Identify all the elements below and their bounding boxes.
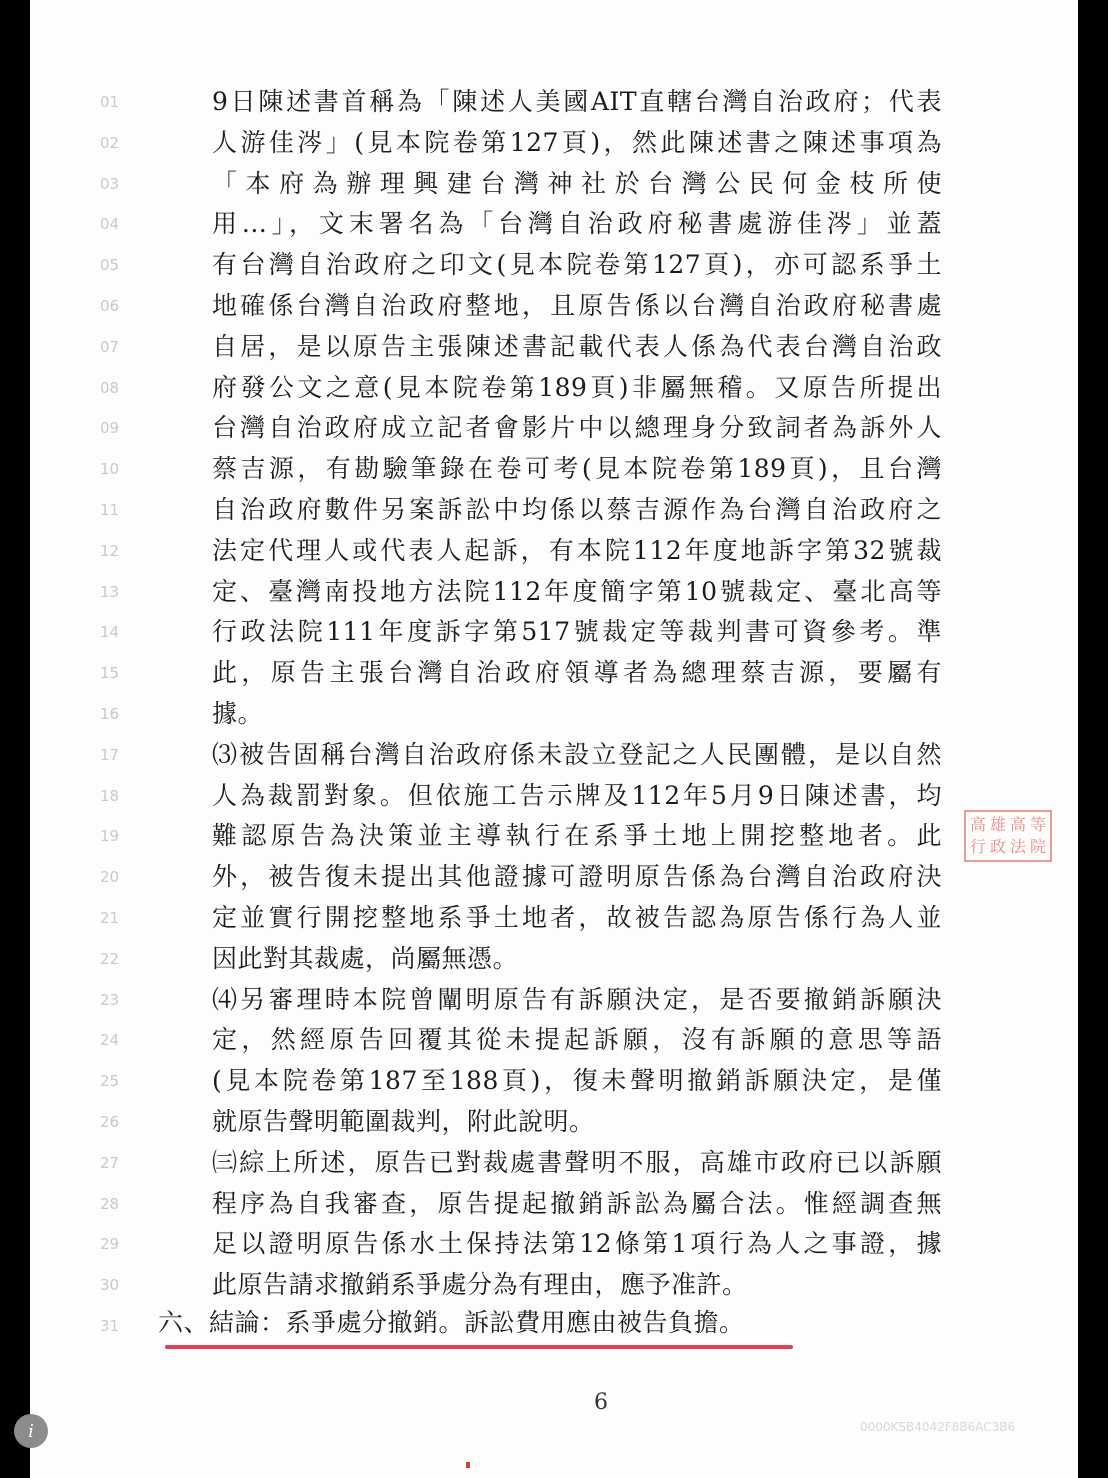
body-line: 自居，是以原告主張陳述書記載代表人係為代表台灣自治政: [212, 331, 942, 361]
page-number: 6: [594, 1390, 608, 1415]
line-number: 01: [100, 93, 120, 111]
body-line: 用...」，文末署名為「台灣自治政府秘書處游佳涔」並蓋: [212, 209, 942, 239]
line-number: 22: [100, 949, 120, 968]
body-line: 「本府為辦理興建台灣神社於台灣公民何金枝所使: [212, 168, 942, 198]
line-number: 15: [100, 664, 120, 683]
line-number: 02: [100, 133, 120, 152]
body-line: 難認原告為決策並主導執行在系爭土地上開挖整地者。此: [212, 821, 942, 851]
line-number: 05: [100, 256, 120, 275]
seal-character: 法: [1009, 837, 1026, 856]
seal-character: 等: [1029, 815, 1046, 834]
line-number: 30: [100, 1276, 120, 1295]
seal-character: 高: [1009, 815, 1026, 834]
body-line: 外，被告復未提出其他證據可證明原告係為台灣自治政府決: [212, 862, 942, 892]
line-number: 24: [100, 1031, 120, 1050]
body-line: 有台灣自治政府之印文(見本院卷第127頁)，亦可認系爭土: [212, 250, 942, 280]
body-line: ⑷另審理時本院曾闡明原告有訴願決定，是否要撤銷訴願決: [212, 984, 942, 1014]
line-number: 25: [100, 1072, 120, 1091]
line-number: 13: [100, 582, 120, 601]
line-number: 31: [100, 1316, 120, 1335]
line-number: 23: [100, 990, 120, 1009]
line-number: 06: [100, 296, 120, 315]
body-line: 9日陳述書首稱為「陳述人美國AIT直轄台灣自治政府；代表: [212, 87, 942, 116]
body-line: 就原告聲明範圍裁判，附此說明。: [212, 1106, 595, 1136]
court-seal-stamp: [964, 810, 1052, 862]
line-number: 18: [100, 786, 120, 805]
body-line: 定並實行開挖整地系爭土地者，故被告認為原告係行為人並: [212, 902, 942, 932]
line-number: 04: [100, 215, 120, 234]
line-number: 03: [100, 174, 120, 193]
conclusion-underline: [165, 1345, 793, 1349]
line-number-column: [100, 90, 160, 1355]
line-number: 29: [100, 1235, 120, 1254]
seal-character: 高: [969, 815, 986, 834]
body-line: 程序為自我審查，原告提起撤銷訴訟為屬合法。惟經調查無: [212, 1188, 942, 1218]
body-line: 府發公文之意(見本院卷第189頁)非屬無稽。又原告所提出: [212, 372, 942, 402]
document-page: [30, 0, 1078, 1478]
body-line: 人為裁罰對象。但依施工告示牌及112年5月9日陳述書，均: [212, 780, 942, 810]
line-number: 27: [100, 1153, 120, 1172]
line-number: 14: [100, 623, 120, 642]
line-number: 20: [100, 868, 120, 887]
conclusion-line: 六、結論：系爭處分撤銷。訴訟費用應由被告負擔。: [158, 1308, 745, 1337]
info-icon[interactable]: i: [14, 1414, 48, 1448]
line-number: 12: [100, 541, 120, 560]
body-line: 台灣自治政府成立記者會影片中以總理身分致詞者為訴外人: [212, 413, 942, 443]
document-body: [212, 84, 942, 1308]
body-line: ⑶被告固稱台灣自治政府係未設立登記之人民團體，是以自然: [212, 739, 942, 769]
line-number: 08: [100, 378, 120, 397]
line-number: 07: [100, 337, 120, 356]
line-number: 19: [100, 827, 120, 846]
body-line: (見本院卷第187至188頁)，復未聲明撤銷訴願決定，是僅: [212, 1066, 942, 1096]
body-line: 自治政府數件另案訴訟中均係以蔡吉源作為台灣自治政府之: [212, 494, 942, 524]
body-line: 因此對其裁處，尚屬無憑。: [212, 943, 519, 973]
line-number: 09: [100, 419, 120, 438]
seal-character: 雄: [989, 815, 1006, 834]
line-number: 17: [100, 745, 120, 764]
scan-mark: [466, 1462, 470, 1468]
seal-character: 院: [1029, 837, 1046, 856]
seal-character: 行: [969, 837, 986, 856]
line-number: 28: [100, 1194, 120, 1213]
body-line: 此原告請求撤銷系爭處分為有理由，應予准許。: [212, 1270, 748, 1300]
body-line: 據。: [212, 698, 264, 728]
line-number: 11: [100, 500, 120, 519]
seal-character: 政: [989, 837, 1006, 856]
body-line: 蔡吉源，有勘驗筆錄在卷可考(見本院卷第189頁)，且台灣: [212, 454, 942, 484]
body-line: 人游佳涔」(見本院卷第127頁)，然此陳述書之陳述事項為: [212, 127, 942, 157]
line-number: 10: [100, 460, 120, 479]
body-line: 地確係台灣自治政府整地，且原告係以台灣自治政府秘書處: [212, 290, 942, 320]
line-number: 21: [100, 908, 120, 927]
line-number: 16: [100, 704, 120, 723]
body-line: 定、臺灣南投地方法院112年度簡字第10號裁定、臺北高等: [212, 576, 942, 606]
document-id: 0000KSB4042F8B6AC3B6: [860, 1420, 1016, 1434]
body-line: 此，原告主張台灣自治政府領導者為總理蔡吉源，要屬有: [212, 658, 942, 688]
body-line: 行政法院111年度訴字第517號裁定等裁判書可資參考。準: [212, 617, 942, 647]
body-line: 法定代理人或代表人起訴，有本院112年度地訴字第32號裁: [212, 535, 942, 565]
body-line: 定，然經原告回覆其從未提起訴願，沒有訴願的意思等語: [212, 1025, 942, 1055]
body-line: 足以證明原告係水土保持法第12條第1項行為人之事證，據: [212, 1229, 942, 1259]
line-number: 26: [100, 1112, 120, 1131]
body-line: ㈢綜上所述，原告已對裁處書聲明不服，高雄市政府已以訴願: [212, 1147, 942, 1177]
